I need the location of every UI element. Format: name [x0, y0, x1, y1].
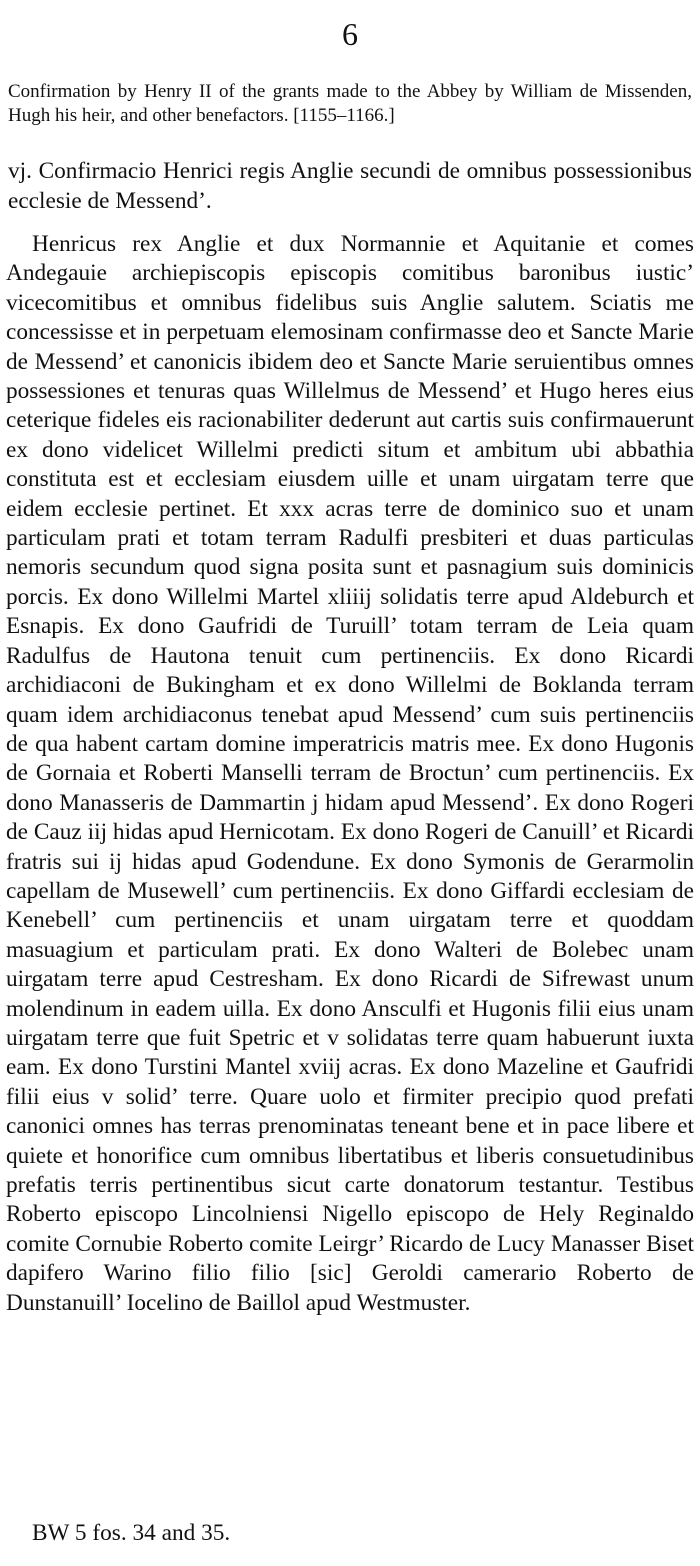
charter-text: Henricus rex Anglie et dux Normannie et Aquitanie et comes Andegauie archiepiscopis episcopis comitibus baronibus iustic’ vicecomitibus et omnibus fidelibus suis Anglie salutem. Sciatis me concessisse et in perpetuam elemosinam confirmasse deo et Sancte Marie de Messend’ et canonicis ibidem deo et Sancte Marie seruientibus omnes possessiones et tenuras quas Willelmus de Messend’ et Hugo heres eius ceterique fideles eis racionabiliter dederunt aut cartis suis confirmauerunt ex dono videlicet Willelmi predicti situm et ambitum ubi abbathia constituta est et ecclesiam eiusdem uille et unam uirgatam terre que eidem ecclesie pertinet. Et xxx acras terre de dominico suo et unam particulam prati et totam terram Radulfi presbiteri et duas particulas nemoris secundum quod signa posita sunt et pasnagium suis dominicis porcis. Ex dono Willelmi Martel xliiij solidatis terre apud Aldeburch et Esnapis. Ex dono Gaufridi de Turuill’ totam terram de Leia quam Radulfus de Hautona tenuit cum pertinenciis. Ex dono Ricardi archidiaconi de Bukingham et ex dono Willelmi de Boklanda terram quam idem archidiaconus tenebat apud Messend’ cum suis pertinenciis de qua habent cartam domine imperatricis matris mee. Ex dono Hugonis de Gornaia et Roberti Manselli terram de Broctun’ cum pertinenciis. Ex dono Manasseris de Dammartin j hidam apud Messend’. Ex dono Rogeri de Cauz iij hidas apud Hernicotam. Ex dono Rogeri de Canuill’ et Ricardi fratris sui ij hidas apud Godendune. Ex dono Symonis de Gerarmolin capellam de Musewell’ cum pertinenciis. Ex dono Giffardi ecclesiam de Kenebell’ cum pertinenciis et unam uirgatam terre et quoddam masuagium et particulam prati. Ex dono Walteri de Bolebec unam uirgatam terre apud Cestresham. Ex dono Ricardi de Sifrewast unum molendinum in eadem uilla. Ex dono Ansculfi et Hugonis filii eius unam uirgatam terre que fuit Spetric et v solidatas terre quam habuerunt iuxta eam. Ex dono Turstini Mantel xviij acras. Ex dono Mazeline et Gaufridi filii eius v solid’ terre. Quare uolo et firmiter precipio quod prefati canonici omnes has terras prenominatas teneant bene et in pace libere et quiete et honorifice cum omnibus libertatibus et liberis consuetudinibus prefatis terris pertinentibus sicut carte donatorum testantur. Testibus Roberto episcopo Lincolniensi Nigello episcopo de Hely Reginaldo comite Cornubie Roberto comite Leirgr’ Ricardo de Lucy Manasser Biset dapifero Warino filio filio [sic] Geroldi camerario Roberto de Dunstanuill’ Iocelino de Baillol apud Westmuster.: [6, 231, 694, 1316]
charter-heading: vj. Confirmacio Henrici regis Anglie secundi de omnibus possessionibus ecclesie de Messend’.: [8, 158, 692, 214]
charter-summary: Confirmation by Henry II of the grants made to the Abbey by William de Missenden, Hugh his heir, and other benefactors. [1155–1166.]: [8, 81, 692, 126]
page-number: 6: [342, 16, 358, 52]
source-reference: BW 5 fos. 34 and 35.: [32, 1520, 231, 1546]
